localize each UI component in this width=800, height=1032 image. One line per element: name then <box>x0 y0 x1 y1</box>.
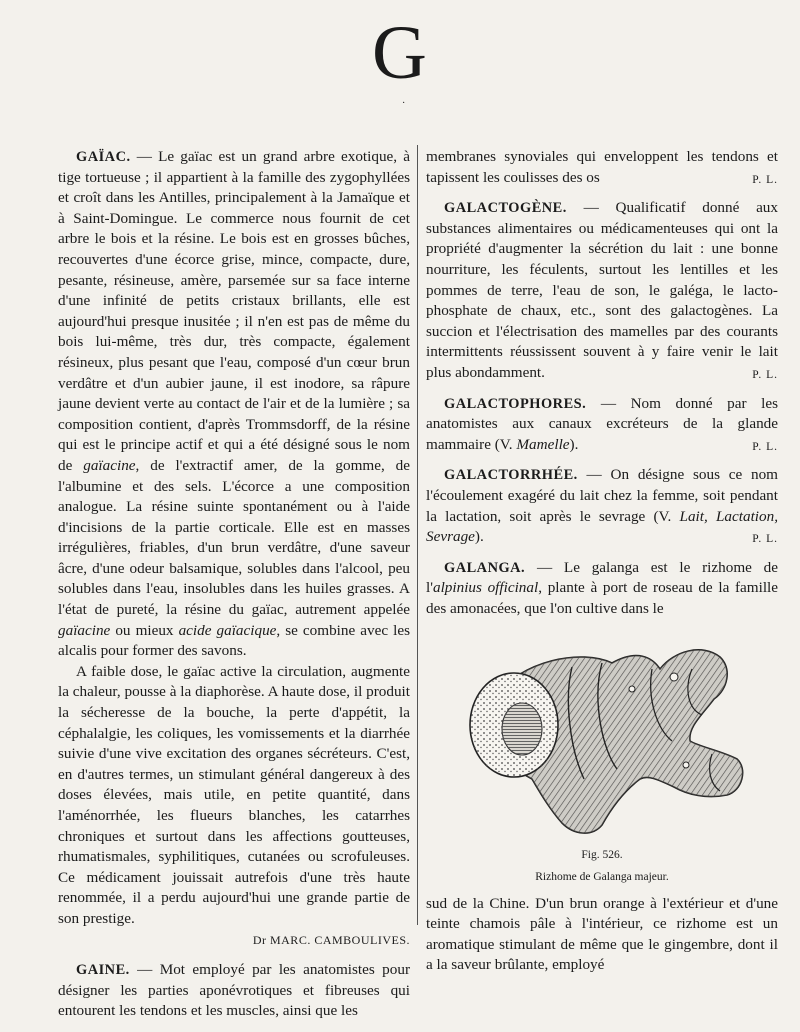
headword-galactorrhee: GALACTORRHÉE. <box>444 467 578 484</box>
gaiac-text-2: , de l'extractif amer, de la gomme, de l'albumine et des sels. L'écorce a une composition analogue. La résine suinte spontanément ou à l'aide d'incisions de la partie corticale. Elle est en masses irrégulières, friables, d'un brun verdâtre, d'une saveur âcre, d'une odeur balsamique, solubles dans l'alcool, peu solubles dans l'eau, insolubles dans les huiles grasses. A l'état de pureté, la résine du gaïac, autrement appelée <box>58 456 410 619</box>
column-divider <box>417 145 418 925</box>
figure-caption: Rizhome de Galanga majeur. <box>535 871 669 884</box>
gaine-continuation-text: membranes synoviales qui enveloppent les tendons et tapissent les coulisses des os <box>426 148 778 186</box>
gaine-continuation <box>426 147 778 188</box>
figure <box>426 629 778 887</box>
gaiac-text-3: ou mieux <box>110 621 179 639</box>
entry-gaine <box>58 960 410 1022</box>
gaiac-text-4: , se combine avec les alcalis pour former des savons. <box>58 621 411 660</box>
entry-gaine-continued <box>426 147 778 188</box>
gaiac-text-1: — Le gaïac est un grand arbre exotique, à tige tortueuse ; il appartient à la famille des zygophyllées et croît dans les Antilles, principalement à la Jamaïque et à Saint-Domingue. Le commerce nous fournit de cet arbre le bois et la résine. Le bois est en grosses bûches, recouvertes d'une écorce grise, mince, compacte, dure, pesante, résineuse, amère, parsemée sur sa face interne d'une infinité de petits cristaux brillants, elle est aujourd'hui presque inusitée ; il n'en est pas de même du bois lui-même, très dur, très compacte, également résineux, plus pesant que l'eau, composé d'un cœur brun verdâtre et d'un aubier jaune, il est inodore, sa râpure jaune devient verte au contact de l'air et de la lumière ; sa composition contient, d'après Trommsdorff, de la résine qui est le principe actif et qui a été désigné sous le nom de <box>58 148 410 474</box>
figure-number: Fig. 526. <box>581 849 623 862</box>
gaiac-signature: Dr MARC. CAMBOULIVES. <box>252 932 410 947</box>
galactophores-ref: Mamelle <box>516 435 570 453</box>
galactophores-signature: P. L. <box>752 440 778 453</box>
headword-gaine: GAINE. <box>76 962 130 979</box>
galanga-term: alpinius officinal <box>432 579 539 597</box>
ornament-dot: · <box>402 98 406 109</box>
headword-galanga: GALANGA. <box>444 559 526 576</box>
headword-galactophores: GALACTOPHORES. <box>444 395 587 412</box>
gaine-signature: P. L. <box>752 173 778 186</box>
gaiac-paragraph-2 <box>58 662 410 930</box>
galactogene-paragraph <box>426 198 778 383</box>
gaine-text: — Mot employé par les anatomistes pour désigner les parties aponévrotiques et fibreuses qui entourent les tendons et les muscles, ainsi que les <box>58 961 410 1020</box>
headword-gaiac: GAÏAC. <box>76 149 131 165</box>
galactorrhee-text-end: ). <box>474 528 484 546</box>
galanga-continuation <box>426 894 778 976</box>
galanga-continuation-text: sud de la Chine. D'un brun orange à l'extérieur et d'une teinte chamois pâle à l'intérieur, ce rizhome est un aromatique stimulant de même que le gingembre, dont il a la saveur brûlante, employé <box>426 894 778 974</box>
galanga-text-2: , plante à port de roseau de la famille des amonacées, que l'on cultive dans le <box>426 579 778 617</box>
entry-galanga <box>426 558 778 976</box>
galactorrhee-paragraph <box>426 465 778 547</box>
galactophores-text-end: ). <box>569 435 579 453</box>
entry-galactogene <box>426 198 778 383</box>
galactorrhee-signature: P. L. <box>752 533 778 546</box>
gaiac-para-2-text: A faible dose, le gaïac active la circulation, augmente la chaleur, pousse à la diaphorèse. A haute dose, il produit la sécheresse de la bouche, la perte d'appétit, la céphalalgie, les coliques, les vomissements et la diarrhée suivie d'une vive excitation des organes sécréteurs. C'est, en d'autres termes, un stimulant général dangereux à des doses élevées, mais utile, en petite quantité, dans l'aménorrhée, les flueurs blanches, les catarrhes chroniques et surtout dans les affections goutteuses, rhumatismales, syphilitiques, cutanées ou scrofuleuses. Ce médicament jouissait autrefois d'une très haute renommée, il a perdu aujourd'hui une grande partie de son prestige. <box>58 662 410 927</box>
entry-galactorrhee <box>426 465 778 547</box>
galactorrhee-ref: Lait, Lactation, Sevrage <box>426 507 778 546</box>
entry-gaiac <box>58 147 410 950</box>
galactophores-paragraph <box>426 394 778 456</box>
gaiac-term-1: gaïacine <box>83 456 136 474</box>
galanga-paragraph <box>426 558 778 620</box>
gaiac-term-2: gaïacine <box>58 621 111 639</box>
right-column <box>426 147 778 976</box>
galactogene-text: — Qualificatif donné aux substances alimentaires ou médicamenteuses qui ont la propriété d'augmenter la sécrétion du lait : une bonne nourriture, les féculents, surtout les lentilles et les pommes de terre, l'eau de son, le galéga, le lacto-phosphate de chaux, etc., sont des galactogènes. La succion et l'électrisation des mamelles par des courants intermittents réussissent souvent à y faire venir le lait plus abondamment. <box>426 199 778 381</box>
galactophores-text: — Nom donné par les anatomistes aux canaux excréteurs de la glande mammaire (V. <box>426 394 778 453</box>
galactogene-signature: P. L. <box>752 368 778 381</box>
galanga-text-1: — Le galanga est le rizhome de l' <box>426 558 778 597</box>
gaiac-term-3: acide gaïacique <box>178 621 277 639</box>
left-column <box>58 147 410 1032</box>
headword-galactogene: GALACTOGÈNE. <box>444 200 567 217</box>
section-letter: G <box>372 11 428 95</box>
entry-galactophores <box>426 394 778 456</box>
galactorrhee-text: — On désigne sous ce nom l'écoulement exagéré du lait chez la femme, soit pendant la lactation, soit après le sevrage (V. <box>426 466 778 525</box>
galanga-rhizome-icon <box>452 629 752 841</box>
gaine-paragraph <box>58 960 410 1022</box>
gaiac-paragraph-1 <box>58 147 410 662</box>
